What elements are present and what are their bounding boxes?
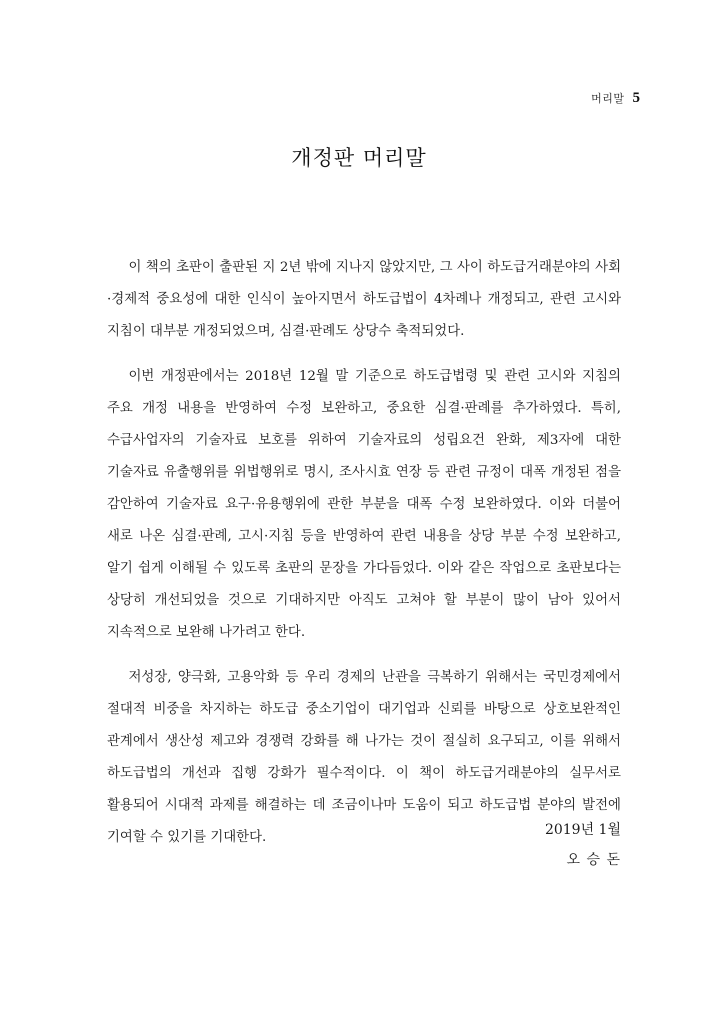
signature-author: 오 승 돈: [566, 852, 621, 868]
running-header: [591, 90, 640, 107]
signature-block: [545, 816, 621, 876]
paragraph-2: 이번 개정판에서는 2018년 12월 말 기준으로 하도급법령 및 관련 고시와 지침의 주요 개정 내용을 반영하여 수정 보완하고, 중요한 심결·판례를 추가하였다. 특히, 수급사업자의 기술자료 보호를 위하여 기술자료의 성립요건 완화, 제3자에 대한 기술자료 유출행위를 위법행위로 명시, 조사시효 연장 등 관련 규정이 대폭 개정된 점을 감안하여 기술자료 요구·유용행위에 관한 부분을 대폭 수정 보완하였다. 이와 더불어 새로 나온 심결·판례, 고시·지침 등을 반영하여 관련 내용을 상당 부분 수정 보완하고, 알기 쉽게 이해될 수 있도록 초판의 문장을 가다듬었다. 이와 같은 작업으로 초판보다는 상당히 개선되었을 것으로 기대하지만 아직도 고쳐야 할 부분이 많이 남아 있어서 지속적으로 보완해 나가려고 한다.: [107, 369, 621, 640]
preface-body: [107, 252, 621, 867]
paragraph-3: 저성장, 양극화, 고용악화 등 우리 경제의 난관을 극복하기 위해서는 국민경제에서 절대적 비중을 차지하는 하도급 중소기업이 대기업과 신뢰를 바탕으로 상호보완적인 관계에서 생산성 제고와 경쟁력 강화를 해 나가는 것이 절실히 요구되고, 이를 위해서 하도급법의 개선과 집행 강화가 필수적이다. 이 책이 하도급거래분야의 실무서로 활용되어 시대적 과제를 해결하는 데 조금이나마 도움이 되고 하도급법 분야의 발전에 기여할 수 있기를 기대한다.: [107, 670, 621, 845]
page-number: 5: [632, 90, 640, 106]
signature-date: 2019년 1월: [544, 822, 621, 838]
running-header-section: 머리말: [591, 92, 625, 105]
paragraph-1: 이 책의 초판이 출판된 지 2년 밖에 지나지 않았지만, 그 사이 하도급거래분야의 사회·경제적 중요성에 대한 인식이 높아지면서 하도급법이 4차례나 개정되고, 관련 고시와 지침이 대부분 개정되었으며, 심결·판례도 상당수 축적되었다.: [107, 260, 621, 339]
page-title: 개정판 머리말: [291, 146, 427, 170]
